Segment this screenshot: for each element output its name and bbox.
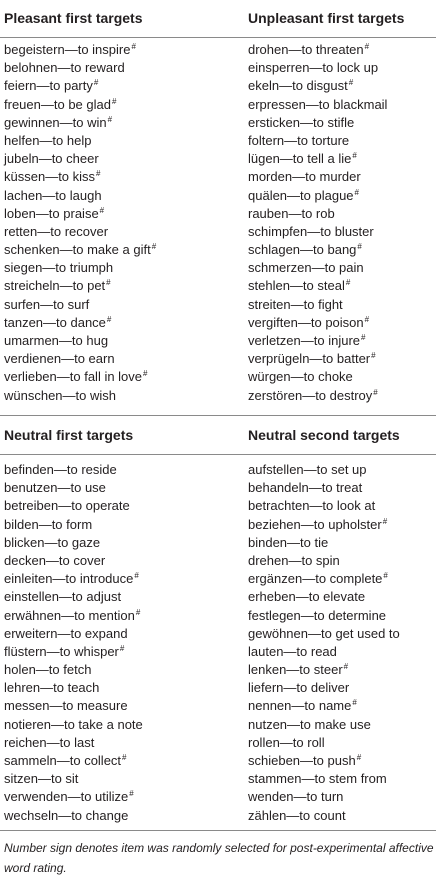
table-bottom-rule xyxy=(0,830,436,831)
word-pair-text: festlegen—to determine xyxy=(248,607,387,623)
word-list xyxy=(4,41,156,405)
column-heading: Pleasant first targets xyxy=(4,10,143,26)
word-pair-text: zählen—to count xyxy=(248,807,346,823)
word-pair-text: reichen—to last xyxy=(4,734,95,750)
word-pair xyxy=(248,752,400,770)
word-pair xyxy=(248,59,387,77)
rating-mark: # xyxy=(151,242,157,252)
rating-mark: # xyxy=(371,351,376,361)
word-pair-text: umarmen—to hug xyxy=(4,333,109,348)
rating-mark: # xyxy=(122,753,127,762)
rating-mark: # xyxy=(107,114,113,124)
word-pair xyxy=(248,697,400,715)
word-pair-text: betreiben—to operate xyxy=(4,498,130,514)
word-pair xyxy=(4,296,156,314)
word-pair xyxy=(248,77,387,95)
word-pair xyxy=(248,41,387,59)
word-pair-text: morden—to murder xyxy=(248,169,361,185)
word-pair xyxy=(4,241,156,259)
word-pair xyxy=(4,77,156,95)
word-pair-text: erpressen—to blackmail xyxy=(248,96,388,112)
word-pair-text: verwenden—to utilize xyxy=(4,789,129,805)
word-pair-text: surfen—to surf xyxy=(4,296,90,312)
word-pair xyxy=(4,534,143,552)
word-pair-text: nennen—to name xyxy=(248,698,352,714)
word-pair xyxy=(248,205,387,223)
word-pair xyxy=(4,96,156,114)
word-pair-text: einsperren—to lock up xyxy=(248,60,379,76)
word-pair-text: beziehen—to upholster xyxy=(248,516,382,532)
word-pair xyxy=(248,643,400,661)
word-pair-text: sitzen—to sit xyxy=(4,771,79,787)
word-pair-text: benutzen—to use xyxy=(4,480,106,496)
rating-mark: # xyxy=(96,169,101,179)
word-pair xyxy=(4,552,143,570)
word-pair-text: aufstellen—to set up xyxy=(248,462,367,477)
word-pair xyxy=(4,807,143,825)
word-pair-text: wenden—to turn xyxy=(248,789,344,805)
rating-mark: # xyxy=(373,387,378,397)
word-pair-text: nutzen—to make use xyxy=(248,716,371,732)
word-pair-text: siegen—to triumph xyxy=(4,260,114,276)
word-pair-text: drohen—to threaten xyxy=(248,42,364,57)
word-pair-text: schimpfen—to bluster xyxy=(248,223,374,239)
word-pair xyxy=(4,168,156,186)
word-pair-text: verlieben—to fall in love xyxy=(4,369,143,385)
word-pair xyxy=(4,332,156,350)
affective-section xyxy=(0,0,439,417)
rating-mark: # xyxy=(99,205,105,215)
word-pair xyxy=(4,223,156,241)
word-pair-text: wechseln—to change xyxy=(4,807,129,823)
word-pair-text: befinden—to reside xyxy=(4,462,117,477)
word-pair-text: behandeln—to treat xyxy=(248,480,363,496)
rating-mark: # xyxy=(343,662,349,672)
word-pair-text: streicheln—to pet xyxy=(4,278,106,294)
word-pair xyxy=(4,661,143,679)
word-pair xyxy=(248,187,387,205)
word-pair-text: vergiften—to poison xyxy=(248,314,364,330)
word-pair-text: decken—to cover xyxy=(4,552,106,568)
rating-mark: # xyxy=(361,333,366,342)
rating-mark: # xyxy=(352,151,357,161)
word-pair-text: wünschen—to wish xyxy=(4,387,116,403)
word-pair xyxy=(248,168,387,186)
word-pair xyxy=(4,497,143,515)
word-pair xyxy=(248,716,400,734)
word-pair xyxy=(248,516,400,534)
rating-mark: # xyxy=(131,42,136,51)
word-pair-text: messen—to measure xyxy=(4,698,128,714)
word-pair-text: quälen—to plague xyxy=(248,187,354,203)
word-list xyxy=(248,41,387,405)
word-pair xyxy=(248,570,400,588)
word-pair-text: gewinnen—to win xyxy=(4,114,107,130)
word-pair xyxy=(248,497,400,515)
word-pair xyxy=(4,314,156,332)
word-pair-text: bilden—to form xyxy=(4,516,93,532)
word-pair-text: einleiten—to introduce xyxy=(4,571,134,587)
word-pair-text: schieben—to push xyxy=(248,753,356,768)
word-pair xyxy=(4,259,156,277)
rating-mark: # xyxy=(352,698,357,708)
word-pair xyxy=(4,461,143,479)
word-pair xyxy=(4,752,143,770)
word-pair xyxy=(4,697,143,715)
neutral-section xyxy=(0,417,439,830)
word-pair xyxy=(4,570,143,588)
word-pair-text: streiten—to fight xyxy=(248,296,343,312)
word-pair xyxy=(248,625,400,643)
word-pair xyxy=(4,734,143,752)
word-pair-text: erheben—to elevate xyxy=(248,589,366,605)
word-pair-text: blicken—to gaze xyxy=(4,534,101,550)
word-pair-text: zerstören—to destroy xyxy=(248,387,373,403)
word-pair xyxy=(248,368,387,386)
word-pair-text: ersticken—to stifle xyxy=(248,114,355,130)
rating-mark: # xyxy=(356,753,362,762)
word-pair-text: freuen—to be glad xyxy=(4,96,111,112)
rating-mark: # xyxy=(143,369,148,379)
word-pair-text: retten—to recover xyxy=(4,223,109,239)
word-pair xyxy=(248,770,400,788)
rating-mark: # xyxy=(134,571,139,581)
word-pair-text: sammeln—to collect xyxy=(4,753,122,768)
rating-mark: # xyxy=(382,516,388,526)
word-pair xyxy=(248,277,387,295)
word-pair-text: helfen—to help xyxy=(4,132,92,148)
word-pair-text: rollen—to roll xyxy=(248,734,325,750)
word-pair-text: notieren—to take a note xyxy=(4,716,143,732)
word-pair xyxy=(4,679,143,697)
word-pair xyxy=(248,96,387,114)
word-pair-text: erwähnen—to mention xyxy=(4,607,135,623)
word-pair-text: belohnen—to reward xyxy=(4,60,125,76)
word-pair xyxy=(248,132,387,150)
word-pair-text: einstellen—to adjust xyxy=(4,589,122,605)
word-pair-text: lachen—to laugh xyxy=(4,187,102,203)
word-pair xyxy=(248,552,400,570)
word-pair-text: gewöhnen—to get used to xyxy=(248,625,400,641)
word-pair xyxy=(248,807,400,825)
word-pair xyxy=(4,150,156,168)
word-pair-text: ekeln—to disgust xyxy=(248,78,348,94)
rating-mark: # xyxy=(135,607,141,617)
word-pair-text: lenken—to steer xyxy=(248,662,343,678)
word-pair xyxy=(4,59,156,77)
rating-mark: # xyxy=(364,314,370,324)
word-pair xyxy=(248,788,400,806)
word-pair xyxy=(248,223,387,241)
word-pair xyxy=(248,607,400,625)
word-pair-text: verletzen—to injure xyxy=(248,333,360,348)
word-pair xyxy=(4,387,156,405)
word-pair-text: schlagen—to bang xyxy=(248,242,357,258)
word-pair-text: jubeln—to cheer xyxy=(4,151,99,167)
word-pair-text: binden—to tie xyxy=(248,534,329,550)
word-pair-text: lügen—to tell a lie xyxy=(248,151,352,167)
word-pair xyxy=(4,643,143,661)
word-pair-text: schmerzen—to pain xyxy=(248,260,364,276)
word-pair-text: lehren—to teach xyxy=(4,680,100,696)
rating-mark: # xyxy=(106,278,111,288)
word-pair xyxy=(4,479,143,497)
word-pair xyxy=(248,150,387,168)
word-pair xyxy=(4,205,156,223)
word-pair-text: würgen—to choke xyxy=(248,369,353,385)
word-pair-text: stehlen—to steal xyxy=(248,278,345,294)
word-pair xyxy=(248,461,400,479)
word-pair xyxy=(4,516,143,534)
word-pair-text: loben—to praise xyxy=(4,205,99,221)
word-list xyxy=(4,461,143,825)
word-pair xyxy=(4,132,156,150)
table-footnote: Number sign denotes item was randomly selected for post-experimental affective word rating. xyxy=(4,841,434,875)
word-pair xyxy=(4,187,156,205)
word-pair xyxy=(248,588,400,606)
word-pair xyxy=(248,241,387,259)
word-pair-text: betrachten—to look at xyxy=(248,498,376,514)
column-heading: Neutral first targets xyxy=(4,427,134,443)
rating-mark: # xyxy=(354,187,359,197)
rating-mark: # xyxy=(364,42,370,51)
word-pair xyxy=(248,479,400,497)
rating-mark: # xyxy=(345,278,351,288)
column-heading: Neutral second targets xyxy=(248,427,400,443)
word-pair xyxy=(4,41,156,59)
rating-mark: # xyxy=(383,571,388,581)
word-pair xyxy=(248,679,400,697)
rating-mark: # xyxy=(111,96,117,106)
rating-mark: # xyxy=(348,78,354,88)
word-pair xyxy=(248,734,400,752)
rating-mark: # xyxy=(93,78,99,88)
word-pair-text: feiern—to party xyxy=(4,78,93,94)
word-pair-text: schenken—to make a gift xyxy=(4,242,151,258)
word-pair-text: ergänzen—to complete xyxy=(248,571,383,587)
word-list xyxy=(248,461,400,825)
word-pair-text: verprügeln—to batter xyxy=(248,351,371,367)
word-pair xyxy=(248,114,387,132)
word-pair xyxy=(248,314,387,332)
rating-mark: # xyxy=(119,643,125,653)
rating-mark: # xyxy=(129,789,134,799)
word-pair xyxy=(248,259,387,277)
rating-mark: # xyxy=(106,314,112,324)
word-pair xyxy=(248,332,387,350)
word-pair xyxy=(4,114,156,132)
column-heading: Unpleasant first targets xyxy=(248,10,405,26)
word-pair xyxy=(248,387,387,405)
word-pair-text: liefern—to deliver xyxy=(248,680,350,696)
word-pair xyxy=(4,350,156,368)
word-pair xyxy=(248,534,400,552)
word-pair-text: rauben—to rob xyxy=(248,205,335,221)
word-pair xyxy=(4,716,143,734)
word-pair-text: lauten—to read xyxy=(248,643,337,659)
rating-mark: # xyxy=(357,242,362,252)
word-pair xyxy=(4,625,143,643)
word-pair xyxy=(4,770,143,788)
word-pair-text: tanzen—to dance xyxy=(4,314,106,330)
word-pair xyxy=(248,296,387,314)
word-pair-text: drehen—to spin xyxy=(248,552,340,568)
word-pair xyxy=(248,661,400,679)
word-pair xyxy=(4,588,143,606)
word-pair xyxy=(4,788,143,806)
word-pair xyxy=(4,277,156,295)
word-pair-text: küssen—to kiss xyxy=(4,169,96,185)
word-pair-text: foltern—to torture xyxy=(248,132,350,148)
word-pair-text: flüstern—to whisper xyxy=(4,643,119,659)
word-pair xyxy=(4,368,156,386)
word-pair xyxy=(248,350,387,368)
word-pair-text: erweitern—to expand xyxy=(4,625,128,641)
word-pair-text: holen—to fetch xyxy=(4,662,92,678)
word-pair-text: stammen—to stem from xyxy=(248,771,387,787)
word-pair-text: begeistern—to inspire xyxy=(4,42,131,57)
word-pair-text: verdienen—to earn xyxy=(4,351,115,367)
word-pair xyxy=(4,607,143,625)
